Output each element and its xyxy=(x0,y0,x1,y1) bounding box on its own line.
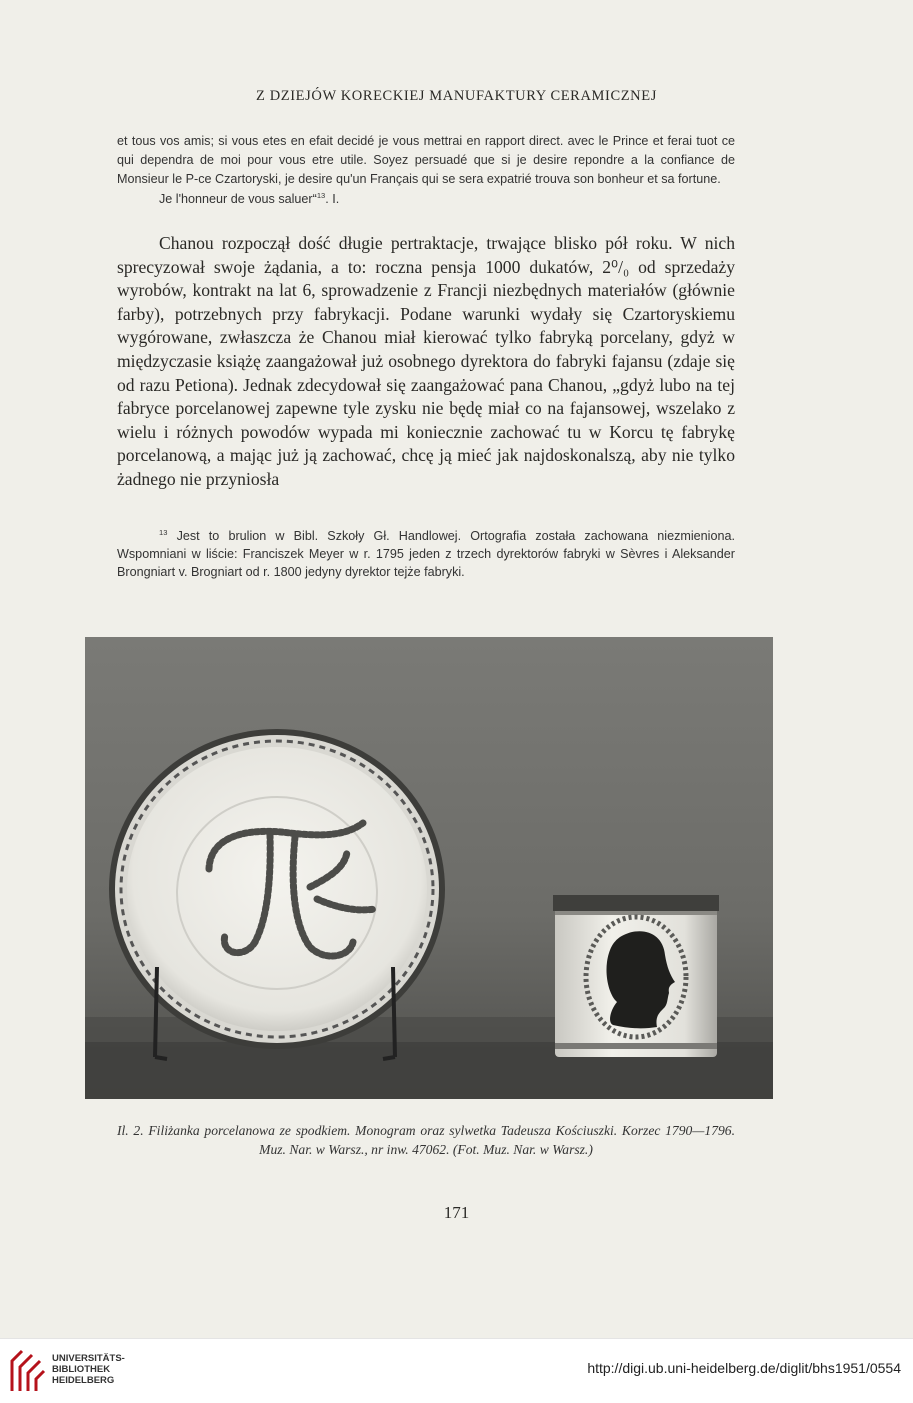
footer-bar xyxy=(0,1338,913,1403)
library-name-line: BIBLIOTHEK xyxy=(52,1364,111,1375)
cup-silhouette-image xyxy=(553,895,719,1057)
university-library-logo-icon xyxy=(8,1347,48,1395)
library-name-line: UNIVERSITÄTS- xyxy=(52,1353,125,1364)
library-name xyxy=(52,1353,125,1386)
letter-paragraph: et tous vos amis; si vous etes en efait decidé je vous mettrai en rapport direct. avec le Prince et ferai tuot ce qui dependra de moi pour vous etre utile. Soyez persuadé que si je desire repondre a la confiance de Monsieur le P-ce Czartoryski, je desire qu'un Français qui se sera expatrié trouva son bonheur et sa fortune. xyxy=(117,134,735,187)
caption-text: Il. 2. Filiżanka porcelanowa ze spodkiem. Monogram oraz sylwetka Tadeusza Kościuszki. Korzec 1790—1796. Muz. Nar. w Warsz., nr inw. 47062. (Fot. Muz. Nar. w Warsz.) xyxy=(117,1123,735,1157)
porcelain-photo-image xyxy=(85,637,773,1099)
letter-signature: . I. xyxy=(325,191,340,206)
letter-closing-text: Je l'honneur de vous saluer“ xyxy=(159,191,317,206)
running-head: Z DZIEJÓW KORECKIEJ MANUFAKTURY CERAMICZNEJ xyxy=(256,88,657,104)
footnote-number: 13 xyxy=(159,527,168,537)
body-paragraph: Chanou rozpoczął dość długie pertraktacje, trwające blisko pół roku. W nich sprecyzował swoje żądania, a to: roczna pensja 1000 dukatów, 2⁰/₀ od sprzedaży wyrobów, kontrakt na lat 6, sprowadzenie z Francji niezbędnych materiałów (głównie farby), potrzebnych przy fabrykacji. Podane warunki wydały się Czartoryskiemu wygórowane, zwłaszcza że Chanou miał kierować tylko fabryką porcelany, gdyż w międzyczasie książę zaangażował już osobnego dyrektora do fabryki fajansu (zdaje się od razu Petiona). Jednak zdecydował się zaangażować pana Chanou, „gdyż lubo na tej fabryce porcelanowej zapewne tyle zysku nie będę miał co na fajansowej, wszelako z wielu i różnych powodów wypada mi koniecznie zachować tu w Korcu tę fabrykę porcelanową, a mając już ją zachować, chcę ją mieć jak najdoskonalszą, aby nie tylko żadnego nie przyniosła xyxy=(117,233,735,489)
letter-footnote-ref: 13 xyxy=(316,190,326,200)
illustration-photo xyxy=(85,637,773,1099)
footnote-paragraph xyxy=(117,527,735,582)
library-name-line: HEIDELBERG xyxy=(52,1375,115,1386)
letter-closing xyxy=(117,190,735,209)
permalink-url[interactable]: http://digi.ub.uni-heidelberg.de/diglit/bhs1951/0554 xyxy=(587,1360,901,1376)
figure-caption xyxy=(117,1121,735,1159)
body-text xyxy=(117,232,735,492)
footnote xyxy=(117,527,735,582)
page-number: 171 xyxy=(443,1203,470,1222)
french-letter-quote xyxy=(117,132,735,209)
footnote-text: Jest to brulion w Bibl. Szkoły Gł. Handlowej. Ortografia została zachowana niezmieniona. Wspomniani w liście: Franciszek Meyer w r. 1795 jeden z trzech dyrektorów fabryki w Sèvres i Aleksander Brongniart v. Brogniart od r. 1800 jedyny dyrektor tejże fabryki. xyxy=(117,529,735,580)
